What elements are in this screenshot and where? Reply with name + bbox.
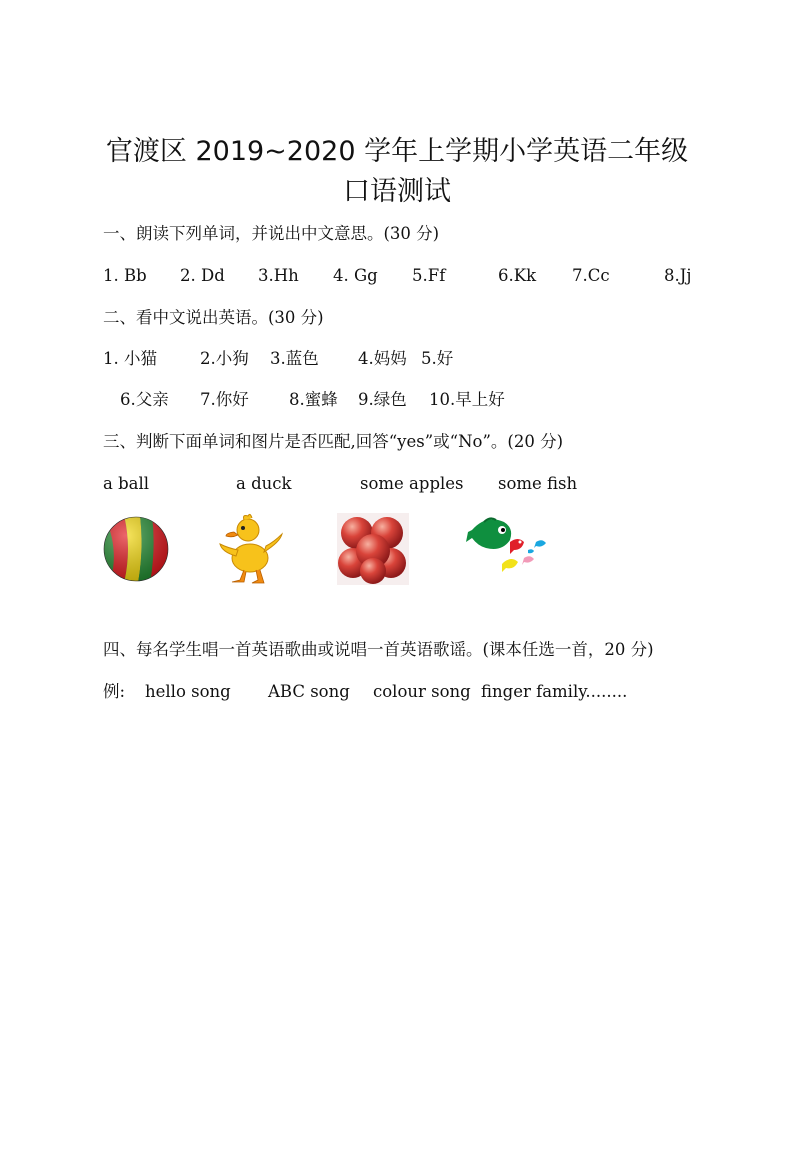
letter-item: 5.Ff [412, 266, 446, 285]
fish-picture [466, 512, 554, 578]
picture-label: a duck [236, 474, 292, 493]
letter-item: 6.Kk [498, 266, 537, 285]
letter-item: 8.Jj [664, 266, 692, 285]
letter-item: 2. Dd [180, 266, 225, 285]
word-item: 8.蜜蜂 [289, 390, 338, 409]
word-item: 2.小狗 [200, 349, 249, 368]
example-prefix: 例: [103, 682, 126, 701]
word-item: 10.早上好 [429, 390, 505, 409]
word-item: 3.蓝色 [270, 349, 319, 368]
section-1-heading: 一、朗读下列单词，并说出中文意思。(30 分) [103, 224, 440, 243]
picture-label: some apples [360, 474, 464, 493]
song-item: colour song [373, 682, 471, 701]
song-item: hello song [145, 682, 231, 701]
letter-item: 3.Hh [258, 266, 299, 285]
word-item: 1. 小猫 [103, 349, 157, 368]
word-item: 9.绿色 [358, 390, 407, 409]
ball-picture [102, 515, 170, 583]
section-2-heading: 二、看中文说出英语。(30 分) [103, 308, 324, 327]
letter-item: 7.Cc [572, 266, 610, 285]
word-item: 4.妈妈 [358, 349, 407, 368]
picture-label: some fish [498, 474, 578, 493]
apples-picture [337, 513, 409, 585]
picture-label: a ball [103, 474, 150, 493]
word-item: 6.父亲 [120, 390, 169, 409]
section-4-heading: 四、每名学生唱一首英语歌曲或说唱一首英语歌谣。(课本任选一首，20 分) [103, 640, 654, 659]
word-item: 5.好 [421, 349, 454, 368]
song-item: finger family........ [481, 682, 628, 701]
letter-item: 4. Gg [333, 266, 378, 285]
page-title: 官渡区 2019~2020 学年上学期小学英语二年级 [105, 136, 689, 167]
song-item: ABC song [268, 682, 350, 701]
word-item: 7.你好 [200, 390, 249, 409]
page-subtitle: 口语测试 [343, 176, 451, 207]
duck-picture [218, 512, 284, 586]
section-3-heading: 三、判断下面单词和图片是否匹配,回答“yes”或“No”。(20 分) [103, 432, 564, 451]
letter-item: 1. Bb [103, 266, 147, 285]
